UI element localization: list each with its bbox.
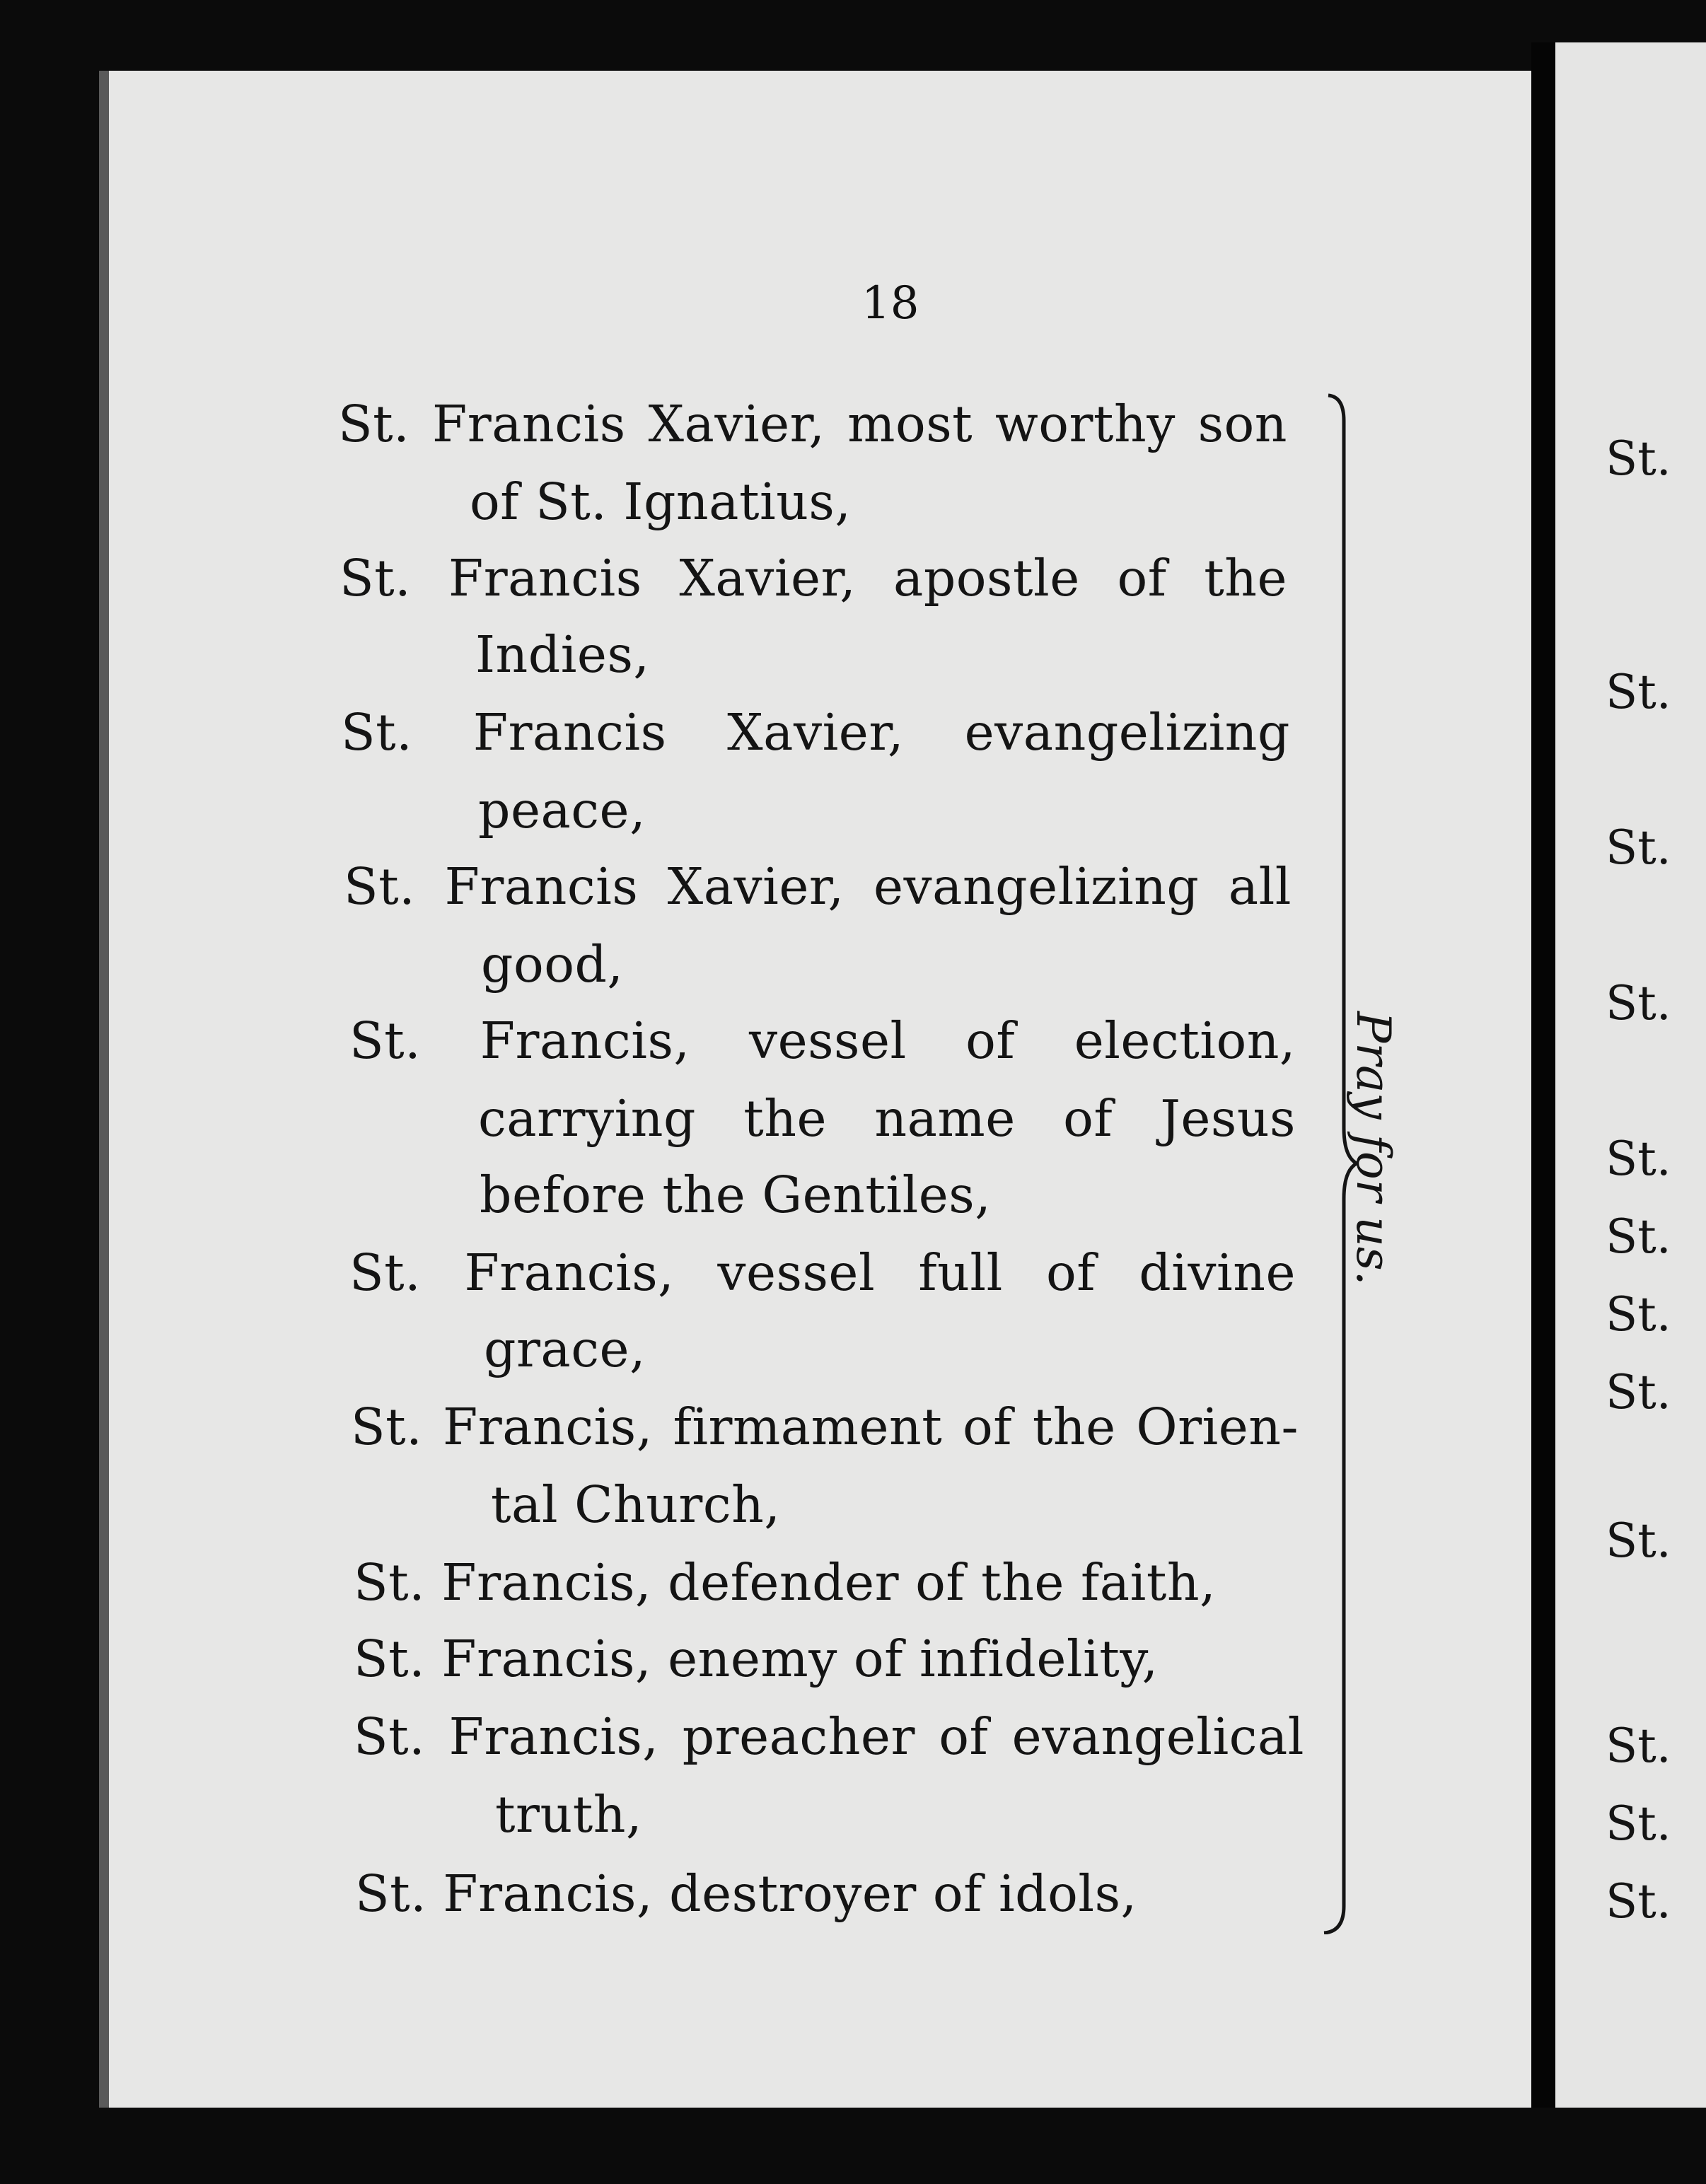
- litany-line: grace,: [484, 1320, 646, 1378]
- fragment: St.: [1606, 1209, 1671, 1264]
- litany-line: St. Francis Xavier, most worthy son: [338, 395, 1287, 453]
- litany-line: St. Francis Xavier, evangelizing: [341, 703, 1290, 762]
- fragment: St.: [1606, 431, 1671, 486]
- litany-line: St. Francis, vessel of election,: [349, 1011, 1296, 1070]
- litany-line: good,: [481, 935, 624, 994]
- litany-line: St. Francis, firmament of the Orien-: [351, 1398, 1299, 1456]
- litany-line: St. Francis, vessel full of divine: [349, 1243, 1296, 1302]
- response-label: Pray for us.: [1346, 1011, 1400, 1286]
- litany-line: tal Church,: [491, 1475, 781, 1534]
- litany-line: St. Francis Xavier, apostle of the: [340, 549, 1287, 608]
- litany-line: carrying the name of Jesus: [478, 1089, 1296, 1148]
- response-text: [1287, 1011, 1400, 1286]
- litany-line: truth,: [495, 1785, 643, 1844]
- fragment: St.: [1606, 1132, 1671, 1186]
- litany-line: Indies,: [475, 625, 650, 684]
- fragment: St.: [1606, 1796, 1671, 1851]
- fragment: St.: [1606, 1365, 1671, 1419]
- fragment: St.: [1606, 976, 1671, 1030]
- litany-line: before the Gentiles,: [480, 1166, 992, 1224]
- book-gutter: [1531, 42, 1555, 2108]
- litany-line: of St. Ignatius,: [470, 472, 852, 531]
- litany-line: St. Francis, defender of the faith,: [354, 1553, 1217, 1612]
- fragment: St.: [1606, 1514, 1671, 1568]
- litany-line: St. Francis, destroyer of idols,: [355, 1864, 1137, 1923]
- litany-line: St. Francis, enemy of infidelity,: [354, 1630, 1159, 1688]
- litany-line: St. Francis, preacher of evangelical: [354, 1707, 1304, 1766]
- fragment: St.: [1606, 665, 1671, 719]
- page-number: 18: [861, 277, 919, 330]
- fragment: St.: [1606, 820, 1671, 875]
- litany-line: St. Francis Xavier, evangelizing all: [344, 857, 1292, 916]
- litany-line: peace,: [478, 781, 646, 840]
- fragment: St.: [1606, 1874, 1671, 1929]
- fragment: St.: [1606, 1287, 1671, 1342]
- fragment: St.: [1606, 1719, 1671, 1773]
